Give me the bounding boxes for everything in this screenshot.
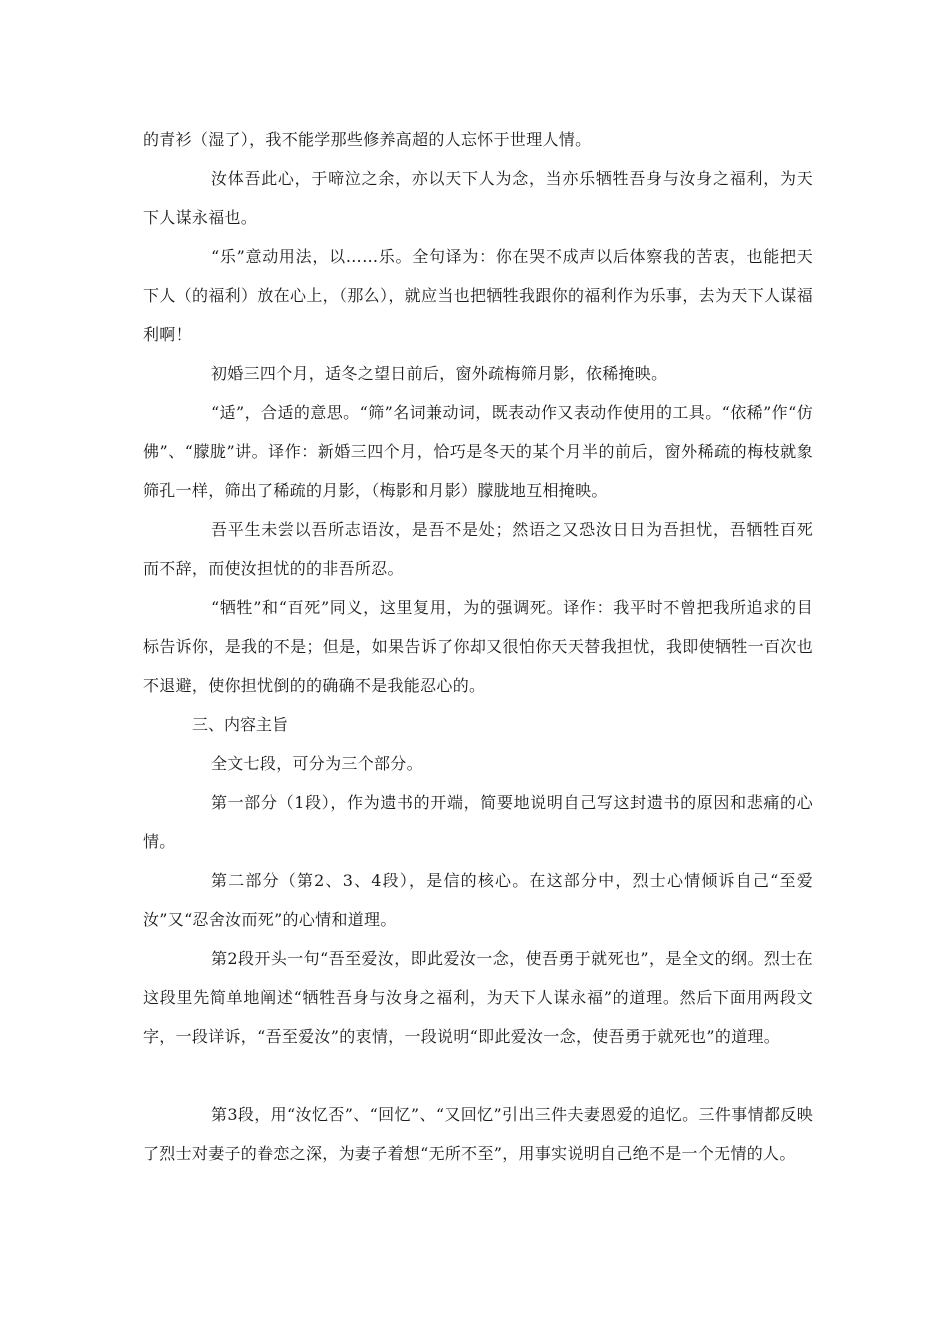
paragraph-7: “牺牲”和“百死”同义，这里复用，为的强调死。译作：我平时不曾把我所追求的目标告诉你，是我的不是；但是，如果告诉了你却又很怕你天天替我担忧，我即使牺牲一百次也不退避，使你担忧倒的的确确不是我能忍心的。 <box>143 598 813 695</box>
paragraph-1: 的青衫（湿了），我不能学那些修养高超的人忘怀于世理人情。 <box>143 130 592 149</box>
paragraph-11: 第2段开头一句“吾至爱汝，即此爱汝一念，使吾勇于就死也”，是全文的纲。烈士在这段里先简单地阐述“牺牲吾身与汝身之福利，为天下人谋永福”的道理。然后下面用两段文字，一段详诉，“吾至爱汝”的衷情，一段说明“即此爱汝一念，使吾勇于就死也”的道理。 <box>143 949 813 1046</box>
paragraph-4: 初婚三四个月，适冬之望日前后，窗外疏梅筛月影，依稀掩映。 <box>211 364 668 383</box>
section-heading: 三、内容主旨 <box>192 715 289 734</box>
paragraph-9: 第一部分（1段），作为遗书的开端，简要地说明自己写这封遗书的原因和悲痛的心情。 <box>143 793 813 851</box>
paragraph-2: 汝体吾此心，于啼泣之余，亦以天下人为念，当亦乐牺牲吾身与汝身之福利，为天下人谋永福也。 <box>143 169 813 227</box>
paragraph-3: “乐”意动用法，以……乐。全句译为：你在哭不成声以后体察我的苦衷，也能把天下人（的福利）放在心上，（那么），就应当也把牺牲我跟你的福利作为乐事，去为天下人谋福利啊！ <box>143 247 813 344</box>
paragraph-5: “适”，合适的意思。“筛”名词兼动词，既表动作又表动作使用的工具。“依稀”作“仿佛”、“朦胧”讲。译作：新婚三四个月，恰巧是冬天的某个月半的前后，窗外稀疏的梅枝就象筛孔一样，筛出了稀疏的月影，（梅影和月影）朦胧地互相掩映。 <box>143 403 813 500</box>
paragraph-10: 第二部分（第2、3、4段），是信的核心。在这部分中，烈士心情倾诉自己“至爱汝”又“忍舍汝而死”的心情和道理。 <box>143 871 813 929</box>
paragraph-6: 吾平生未尝以吾所志语汝，是吾不是处；然语之又恐汝日日为吾担忧，吾牺牲百死而不辞，而使汝担忧的的非吾所忍。 <box>143 520 813 578</box>
paragraph-12: 第3段，用“汝忆否”、“回忆”、“又回忆”引出三件夫妻恩爱的追忆。三件事情都反映了烈士对妻子的眷恋之深，为妻子着想“无所不至”，用事实说明自己绝不是一个无情的人。 <box>143 1105 813 1163</box>
paragraph-8: 全文七段，可分为三个部分。 <box>211 754 423 773</box>
